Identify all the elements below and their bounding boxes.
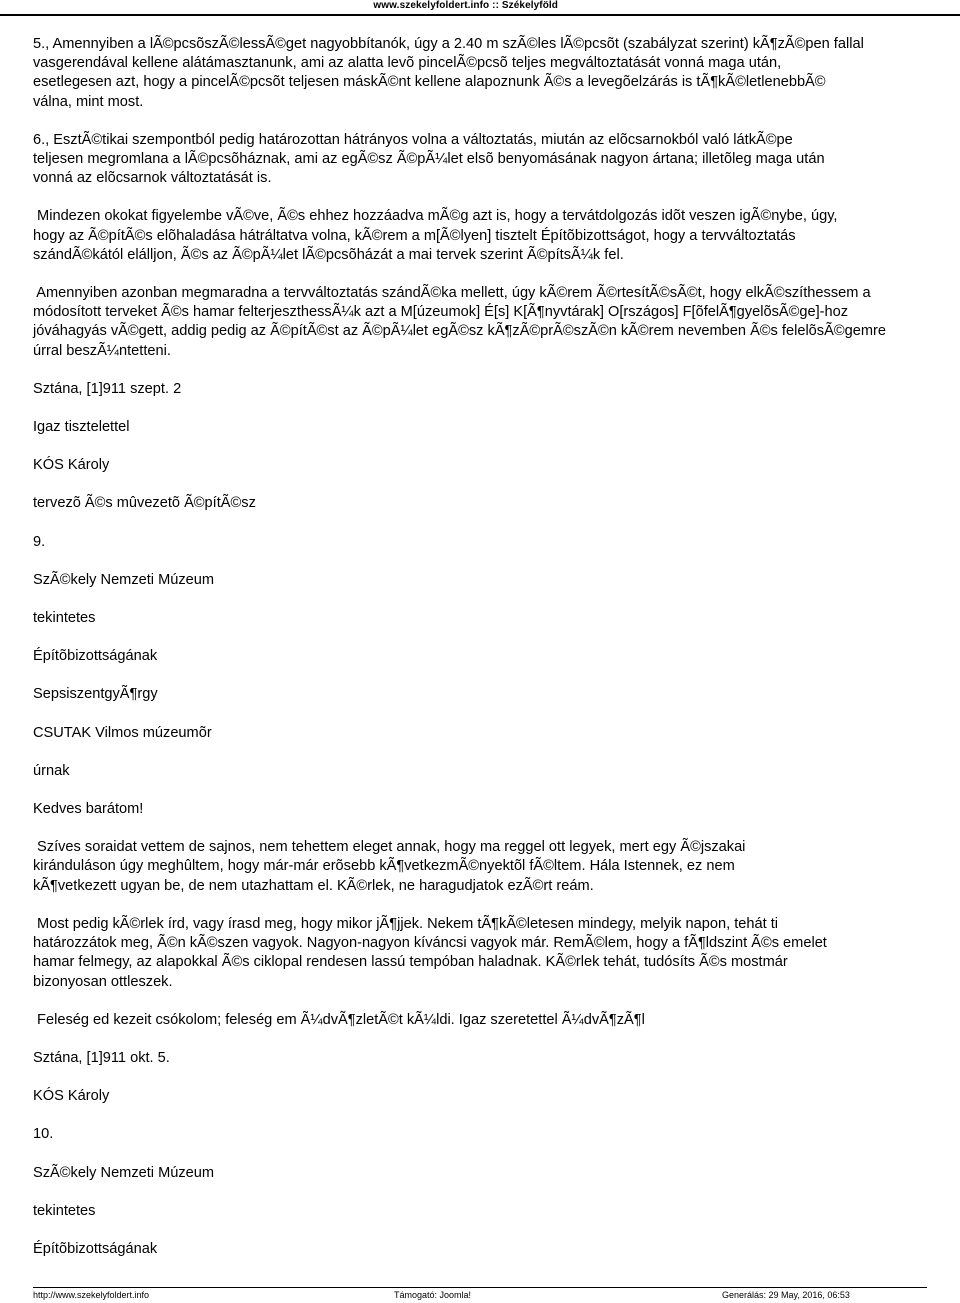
text-line: szándÃ©kától elálljon, Ã©s az Ã©pÃ¼let lÃ©pcsõházát a mai tervek szerint Ã©pítsÃ¼k fel. bbox=[33, 246, 624, 263]
address-line: tekintetes bbox=[33, 610, 96, 627]
address-line: SepsiszentgyÃ¶rgy bbox=[33, 686, 158, 703]
text-line: úrral beszÃ¼ntetteni. bbox=[33, 342, 171, 359]
text-line: módosított terveket Ã©s hamar felterjeszthessÃ¼k azt a M[úzeumok] É[s] K[Ã¶nyvtárak] O[rszágos] F[õfelÃ¶gyelõsÃ©ge]-hoz bbox=[33, 304, 849, 321]
paragraph-5 bbox=[33, 35, 960, 112]
text-line: vonná az elõcsarnok változtatását is. bbox=[33, 170, 272, 187]
text-line: 6., EsztÃ©tikai szempontból pedig határozottan hátrányos volna a változtatás, miután az elõcsarnokból való látkÃ©pe bbox=[33, 131, 793, 148]
paragraph-most bbox=[33, 915, 960, 992]
closing: Igaz tisztelettel bbox=[33, 419, 130, 436]
text-line: kiránduláson úgy meghûltem, hogy már-már erõsebb kÃ¶vetkezmÃ©nyektõl fÃ©ltem. Hála Istennek, ez nem bbox=[33, 858, 735, 875]
signature: KÓS Károly bbox=[33, 1088, 110, 1105]
footer-sponsor: Támogató: Joomla! bbox=[394, 1290, 472, 1300]
letter-date: Sztána, [1]911 okt. 5. bbox=[33, 1049, 170, 1066]
paragraph-mindezen bbox=[33, 207, 960, 265]
text-line: bizonyosan ottleszek. bbox=[33, 973, 173, 990]
document-body bbox=[33, 35, 960, 1259]
text-line: 5., Amennyiben a lÃ©pcsõszÃ©lessÃ©get nagyobbítanók, úgy a 2.40 m szÃ©les lÃ©pcsõt (szabályzat szerint) kÃ¶zÃ©pen fallal bbox=[33, 36, 864, 52]
footer-rule bbox=[33, 1287, 927, 1288]
text-line: hogy az Ã©pítÃ©s elõhaladása hátráltatva volna, kÃ©rem a m[Ã©lyen] tisztelt Építõbizottságot, hogy a tervváltoztatás bbox=[33, 227, 796, 244]
footer-generated: Generálás: 29 May, 2016, 06:53 bbox=[722, 1290, 850, 1300]
text-line: vasgerendával kellene alátámasztanunk, ami az alatta levõ pincelÃ©pcsõ teljes megváltoztatását vonná maga után, bbox=[33, 55, 782, 72]
salutation: Kedves barátom! bbox=[33, 801, 144, 818]
address-line: SzÃ©kely Nemzeti Múzeum bbox=[33, 571, 215, 588]
paragraph-sziv bbox=[33, 838, 960, 896]
letter-number: 10. bbox=[33, 1126, 54, 1143]
address-line: SzÃ©kely Nemzeti Múzeum bbox=[33, 1164, 215, 1181]
paragraph-amennyiben bbox=[33, 284, 960, 361]
signature-role: tervezõ Ã©s mûvezetõ Ã©pítÃ©sz bbox=[33, 495, 256, 512]
site-title: www.szekelyfoldert.info :: Székelyföld bbox=[373, 0, 558, 11]
letter-date: Sztána, [1]911 szept. 2 bbox=[33, 380, 182, 397]
footer-url-link[interactable]: http://www.szekelyfoldert.info bbox=[33, 1290, 150, 1300]
address-line: Építõbizottságának bbox=[33, 1240, 158, 1257]
text-line: hamar felmegy, az alapokkal Ã©s ciklopal rendesen lassú tempóban haladnak. KÃ©rlek tehát, tudósíts Ã©s mostmár bbox=[33, 954, 788, 971]
text-line: Mindezen okokat figyelembe vÃ©ve, Ã©s ehhez hozzáadva mÃ©g azt is, hogy a tervátdolgozás idõt veszen igÃ©nybe, úgy, bbox=[33, 208, 838, 225]
header-rule bbox=[0, 14, 960, 16]
text-line: Most pedig kÃ©rlek írd, vagy írasd meg, hogy mikor jÃ¶jjek. Nekem tÃ¶kÃ©letesen mindegy, melyik napon, tehát ti bbox=[33, 915, 779, 932]
signature: KÓS Károly bbox=[33, 457, 110, 474]
address-line: úrnak bbox=[33, 762, 70, 779]
closing-paragraph: Feleség ed kezeit csókolom; feleség em Ã¼dvÃ¶zletÃ©t kÃ¼ldi. Igaz szeretettel Ã¼dvÃ¶zÃ¶l bbox=[33, 1011, 645, 1028]
text-line: esetlegesen azt, hogy a pincelÃ©pcsõt teljesen máskÃ©nt kellene alapoznunk Ã©s a levegõelzárás is tÃ¶kÃ©letlenebbÃ© bbox=[33, 74, 826, 91]
paragraph-6 bbox=[33, 131, 960, 189]
text-line: Amennyiben azonban megmaradna a tervváltoztatás szándÃ©ka mellett, úgy kÃ©rem Ã©rtesítÃ©sÃ©t, hogy elkÃ©szíthessem a bbox=[33, 285, 871, 302]
text-line: kÃ¶vetkezett ugyan be, de nem utazhattam el. KÃ©rlek, ne haragudjatok ezÃ©rt reám. bbox=[33, 877, 594, 894]
text-line: válna, mint most. bbox=[33, 93, 144, 110]
text-line: teljesen megromlana a lÃ©pcsõháznak, ami az egÃ©sz Ã©pÃ¼let elsõ benyomásának nagyon ártana; illetõleg maga után bbox=[33, 151, 825, 168]
page-footer bbox=[0, 1287, 960, 1303]
site-header bbox=[0, 0, 960, 17]
address-line: tekintetes bbox=[33, 1202, 96, 1219]
text-line: Szíves soraidat vettem de sajnos, nem tehettem eleget annak, hogy ma reggel ott legyek, mert egy Ã©jszakai bbox=[33, 839, 746, 856]
text-line: határozzátok meg, Ã©n kÃ©szen vagyok. Nagyon-nagyon kíváncsi vagyok már. RemÃ©lem, hogy a fÃ¶ldszint Ã©s emelet bbox=[33, 935, 827, 952]
text-line: jóváhagyás vÃ©gett, addig pedig az Ã©pítÃ©st az Ã©pÃ¼let egÃ©sz kÃ¶zÃ©prÃ©szÃ©n kÃ©rem nevemben Ã©s felelõsÃ©gemre bbox=[33, 323, 886, 340]
address-line: CSUTAK Vilmos múzeumõr bbox=[33, 724, 212, 741]
letter-number: 9. bbox=[33, 533, 46, 550]
address-line: Építõbizottságának bbox=[33, 648, 158, 665]
